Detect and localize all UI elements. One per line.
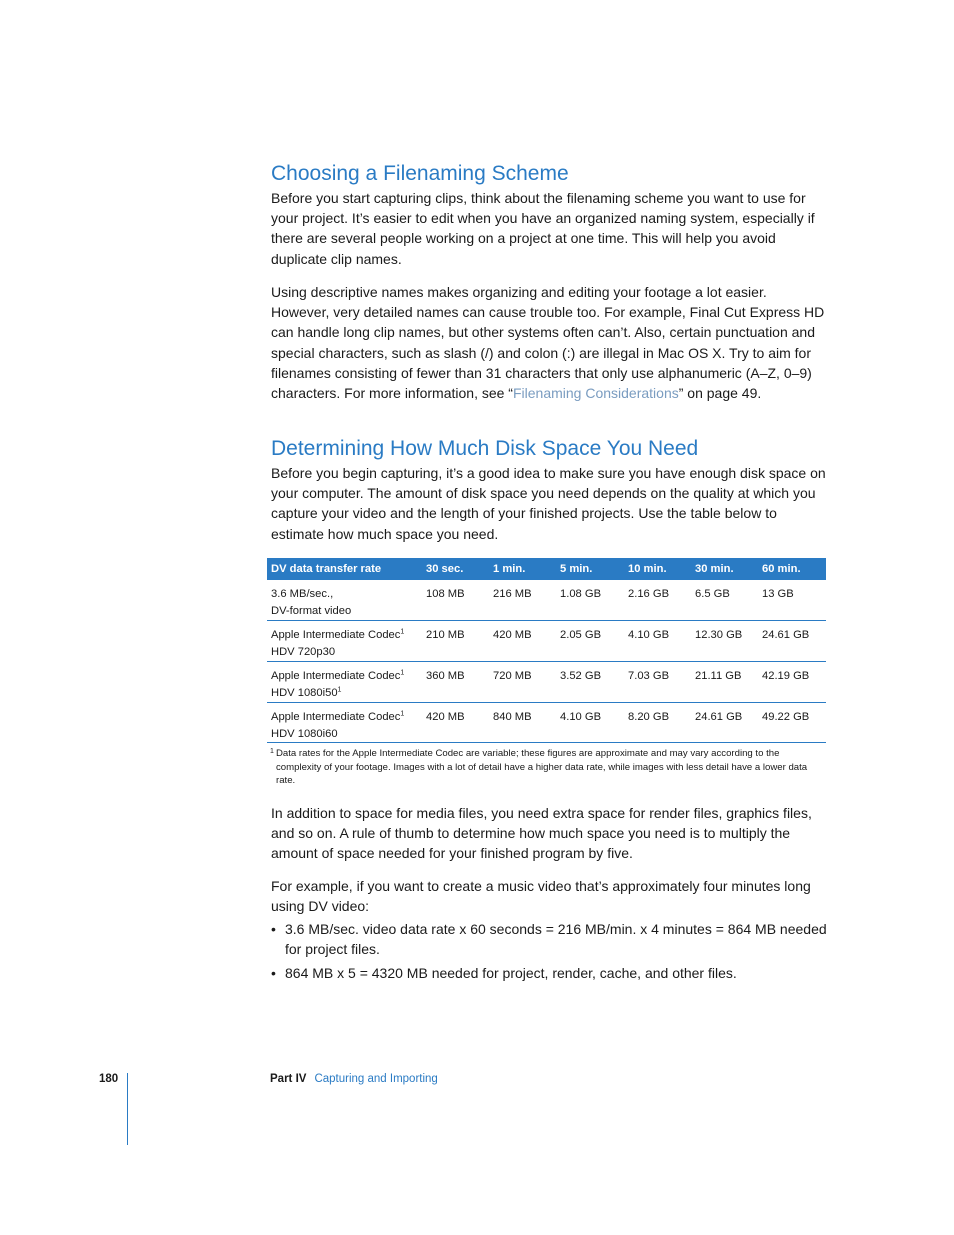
- table-cell: 21.11 GB: [691, 662, 758, 703]
- list-item: [271, 963, 827, 983]
- table-cell: 420 MB: [422, 703, 489, 743]
- table-cell: 8.20 GB: [624, 703, 691, 743]
- footnote-marker: 1: [400, 710, 405, 718]
- example-paragraph: For example, if you want to create a music video that’s approximately four minutes long using DV video:: [271, 878, 811, 915]
- row-label-cell: [267, 580, 422, 621]
- table-cell: 3.52 GB: [556, 662, 624, 703]
- bullet-glyph: •: [271, 921, 276, 937]
- footnote-marker: 1: [400, 628, 405, 636]
- table-header-cell: 30 min.: [691, 558, 758, 580]
- table-header-cell: 10 min.: [624, 558, 691, 580]
- footnote-marker: 1: [400, 669, 405, 677]
- table-cell: 720 MB: [489, 662, 556, 703]
- table-cell: 216 MB: [489, 580, 556, 621]
- table-row: [267, 621, 826, 662]
- footnote-number: 1: [270, 748, 274, 755]
- table-cell: 4.10 GB: [624, 621, 691, 662]
- table-cell: 2.16 GB: [624, 580, 691, 621]
- table-cell: 2.05 GB: [556, 621, 624, 662]
- table-cell: 13 GB: [758, 580, 826, 621]
- table-row: [267, 703, 826, 743]
- filenaming-paragraph-1: Before you start capturing clips, think about the filenaming scheme you want to use for your project. It’s easier to edit when you have an organized naming system, especially if there are several people working on a project at one time. This will help you avoid duplicate clip names.: [271, 190, 815, 267]
- footer-divider: [127, 1073, 128, 1145]
- table-cell: 1.08 GB: [556, 580, 624, 621]
- disk-space-paragraph: Before you begin capturing, it’s a good idea to make sure you have enough disk space on your computer. The amount of disk space you need depends on the quality at which you capture your video and the length of your finished projects. Use the table below to estimate how much space you need.: [271, 465, 826, 542]
- table-row: [267, 662, 826, 703]
- row-label-line1: Apple Intermediate Codec: [271, 629, 401, 641]
- table-cell: 840 MB: [489, 703, 556, 743]
- footnote-text: Data rates for the Apple Intermediate Codec are variable; these figures are approximate and may vary according to the complexity of your footage. Images with a lot of detail have a higher data rate, while images with less detail have a lower data rate.: [276, 748, 808, 786]
- row-label-line2: HDV 720p30: [271, 645, 336, 658]
- table-cell: 42.19 GB: [758, 662, 826, 703]
- filenaming-paragraph-2-text-after: ” on page 49.: [678, 385, 762, 402]
- table-cell: 12.30 GB: [691, 621, 758, 662]
- table-header-cell: 5 min.: [556, 558, 624, 580]
- bullet-glyph: •: [271, 965, 276, 982]
- section-heading-filenaming: Choosing a Filenaming Scheme: [271, 162, 569, 185]
- table-header-cell: 30 sec.: [422, 558, 489, 580]
- table-cell: 420 MB: [489, 621, 556, 662]
- calculation-list: [271, 919, 827, 988]
- filenaming-considerations-link[interactable]: Filenaming Considerations: [512, 385, 679, 402]
- row-label-line1: Apple Intermediate Codec: [271, 670, 401, 682]
- table-cell: 49.22 GB: [758, 703, 826, 743]
- row-label-line2: HDV 1080i50: [271, 686, 338, 699]
- table-cell: 24.61 GB: [691, 703, 758, 743]
- filenaming-paragraph-2: [271, 282, 827, 403]
- filenaming-paragraph-2-text-before: Using descriptive names makes organizing and editing your footage a lot easier. However, very detailed names can cause trouble too. For example, Final Cut Express HD can handle long clip names, but other systems often can’t. Also, certain punctuation and special characters, such as slash (/) and colon (:) are illegal in Mac OS X. Try to aim for filenames consisting of fewer than 31 characters that only use alphanumeric (A–Z, 0–9) characters. For more information, see “: [271, 284, 825, 402]
- table-cell: 4.10 GB: [556, 703, 624, 743]
- table-cell: 24.61 GB: [758, 621, 826, 662]
- part-title[interactable]: Capturing and Importing: [314, 1073, 438, 1085]
- row-label-cell: [267, 621, 422, 662]
- table-header-cell: DV data transfer rate: [267, 558, 422, 580]
- row-label-cell: [267, 703, 422, 743]
- part-label: Part IV: [270, 1073, 307, 1085]
- table-header-row: [267, 558, 826, 580]
- footer-part-info: [270, 1073, 438, 1085]
- table-cell: 6.5 GB: [691, 580, 758, 621]
- list-item: [271, 919, 827, 959]
- page-number: 180: [99, 1073, 119, 1085]
- row-label-line1: Apple Intermediate Codec: [271, 711, 401, 723]
- table-footnote: [270, 747, 826, 788]
- row-label-line2: DV-format video: [271, 604, 352, 617]
- section-heading-disk-space: Determining How Much Disk Space You Need: [271, 437, 699, 460]
- footnote-marker: 1: [337, 685, 342, 693]
- table-cell: 108 MB: [422, 580, 489, 621]
- table-header-cell: 1 min.: [489, 558, 556, 580]
- table-header-cell: 60 min.: [758, 558, 826, 580]
- row-label-line1: 3.6 MB/sec.,: [271, 588, 334, 600]
- table-row: [267, 580, 826, 621]
- table-cell: 360 MB: [422, 662, 489, 703]
- disk-space-table: [267, 558, 826, 743]
- row-label-line2: HDV 1080i60: [271, 727, 338, 740]
- table-cell: 210 MB: [422, 621, 489, 662]
- list-item-text: 864 MB x 5 = 4320 MB needed for project, render, cache, and other files.: [285, 965, 737, 982]
- list-item-text: 3.6 MB/sec. video data rate x 60 seconds = 216 MB/min. x 4 minutes = 864 MB needed for project files.: [285, 921, 827, 958]
- row-label-cell: [267, 662, 422, 703]
- render-files-paragraph: In addition to space for media files, you need extra space for render files, graphics files, and so on. A rule of thumb to determine how much space you need is to multiply the amount of space needed for your finished program by five.: [271, 805, 812, 862]
- table-cell: 7.03 GB: [624, 662, 691, 703]
